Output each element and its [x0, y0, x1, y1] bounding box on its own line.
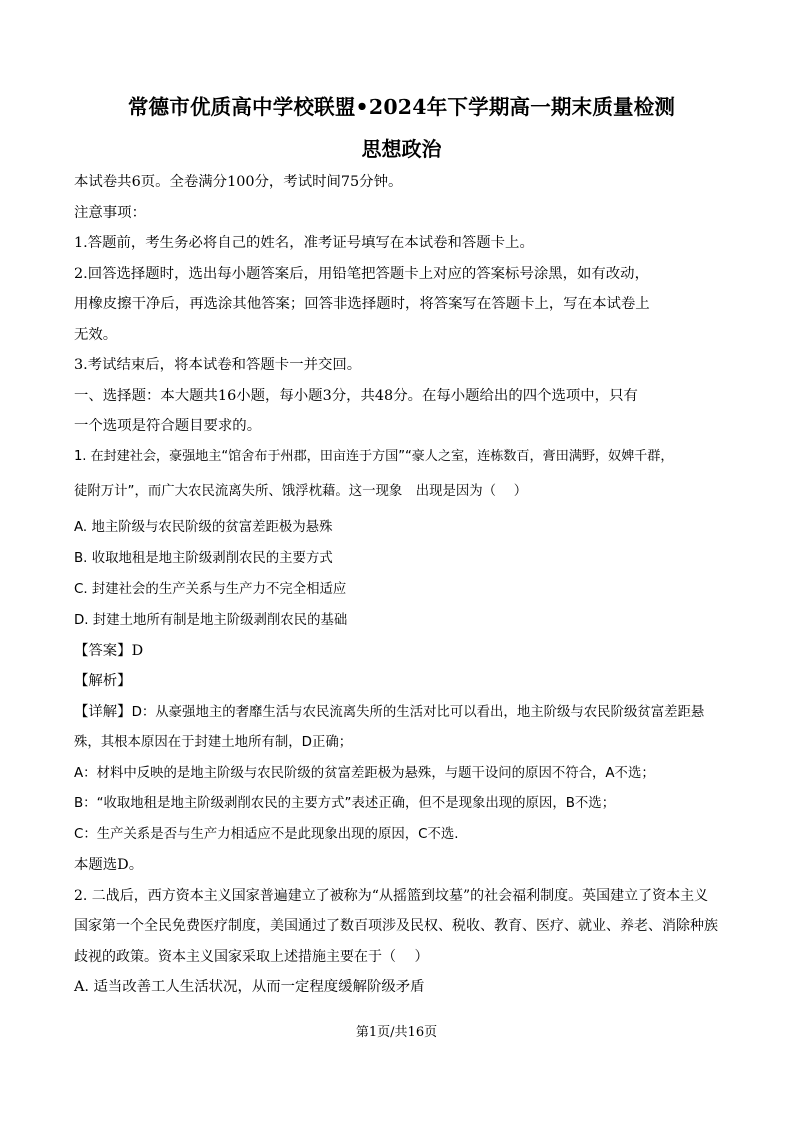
notice-title: 注意事项： — [74, 204, 146, 221]
page-footer: 第1页/共16页 — [355, 1025, 438, 1040]
question-1-answer — [74, 636, 729, 667]
question-1-stem-b: 徒附万计”，而广大农民流离失所、饿浮枕藉。这一现象 出现是因为（ ） — [74, 483, 528, 499]
notice-2-line-a: 2.回答选择题时，选出每小题答案后，用铅笔把答题卡上对应的答案标号涂黑，如有改动， — [74, 265, 649, 282]
question-1-option-b: B. 收取地租是地主阶级剥削农民的主要方式 — [74, 550, 333, 566]
question-2-option-a: A. 适当改善工人生活状况，从而一定程度缓解阶级矛盾 — [74, 979, 425, 995]
notice-1: 1.答题前，考生务必将自己的姓名，准考证号填写在本试卷和答题卡上。 — [74, 235, 534, 251]
question-1-detail-a — [74, 697, 729, 729]
answer-label: 【答案】 — [74, 642, 132, 659]
question-2-stem-c: 歧视的政策。资本主义国家采取上述措施主要在于（ ） — [74, 948, 429, 965]
question-1-option-a: A. 地主阶级与农民阶级的贫富差距极为悬殊 — [74, 519, 333, 535]
question-1-explain-a: A：材料中反映的是地主阶级与农民阶级的贫富差距极为悬殊，与题干设问的原因不符合，A不选； — [74, 765, 655, 781]
section-1-heading-cont: 一个选项是符合题目要求的。 — [74, 418, 262, 434]
exam-subject: 思想政治 — [361, 137, 442, 161]
question-1-analysis-label: 【解析】 — [74, 673, 132, 689]
question-1-option-d: D. 封建土地所有制是地主阶级剥削农民的基础 — [74, 612, 348, 628]
question-1-stem-a: 1. 在封建社会，豪强地主“馆舍布于州郡，田亩连于方国”“豪人之室，连栋数百，膏田满野，奴婢千群， — [74, 448, 674, 464]
exam-title: 常德市优质高中学校联盟•2024年下学期高一期末质量检测 — [127, 95, 676, 119]
notice-3: 3.考试结束后，将本试卷和答题卡一并交回。 — [74, 357, 362, 373]
question-1-conclusion: 本题选D。 — [74, 857, 144, 873]
intro-line: 本试卷共6页。全卷满分100分，考试时间75分钟。 — [74, 174, 403, 190]
question-2-stem-b: 国家第一个全民免费医疗制度，美国通过了数百项涉及民权、税收、教育、医疗、就业、养老、消除种族 — [74, 918, 718, 934]
answer-value: D — [131, 642, 144, 659]
question-2-stem-a: 2. 二战后，西方资本主义国家普遍建立了被称为“从摇篮到坟墓”的社会福利制度。英国建立了资本主义 — [74, 887, 709, 904]
notice-2-line-c: 无效。 — [74, 326, 118, 343]
question-1-detail-b: 殊，其根本原因在于封建土地所有制，D正确； — [74, 735, 353, 750]
section-1-heading: 一、选择题：本大题共16小题，每小题3分，共48分。在每小题给出的四个选项中，只有 — [74, 387, 638, 404]
detail-text-a: D：从豪强地主的奢靡生活与农民流离失所的生活对比可以看出，地主阶级与农民阶级贫富差距悬 — [131, 704, 705, 720]
notice-2-line-b: 用橡皮擦干净后，再选涂其他答案；回答非选择题时，将答案写在答题卡上，写在本试卷上 — [74, 296, 650, 312]
question-1-explain-c: C：生产关系是否与生产力相适应不是此现象出现的原因，C不选. — [74, 826, 459, 842]
question-1-explain-b: B：“收取地租是地主阶级剥削农民的主要方式”表述正确，但不是现象出现的原因，B不选； — [74, 796, 616, 811]
question-1-option-c: C. 封建社会的生产关系与生产力不完全相适应 — [74, 581, 347, 597]
detail-label: 【详解】 — [74, 703, 132, 720]
